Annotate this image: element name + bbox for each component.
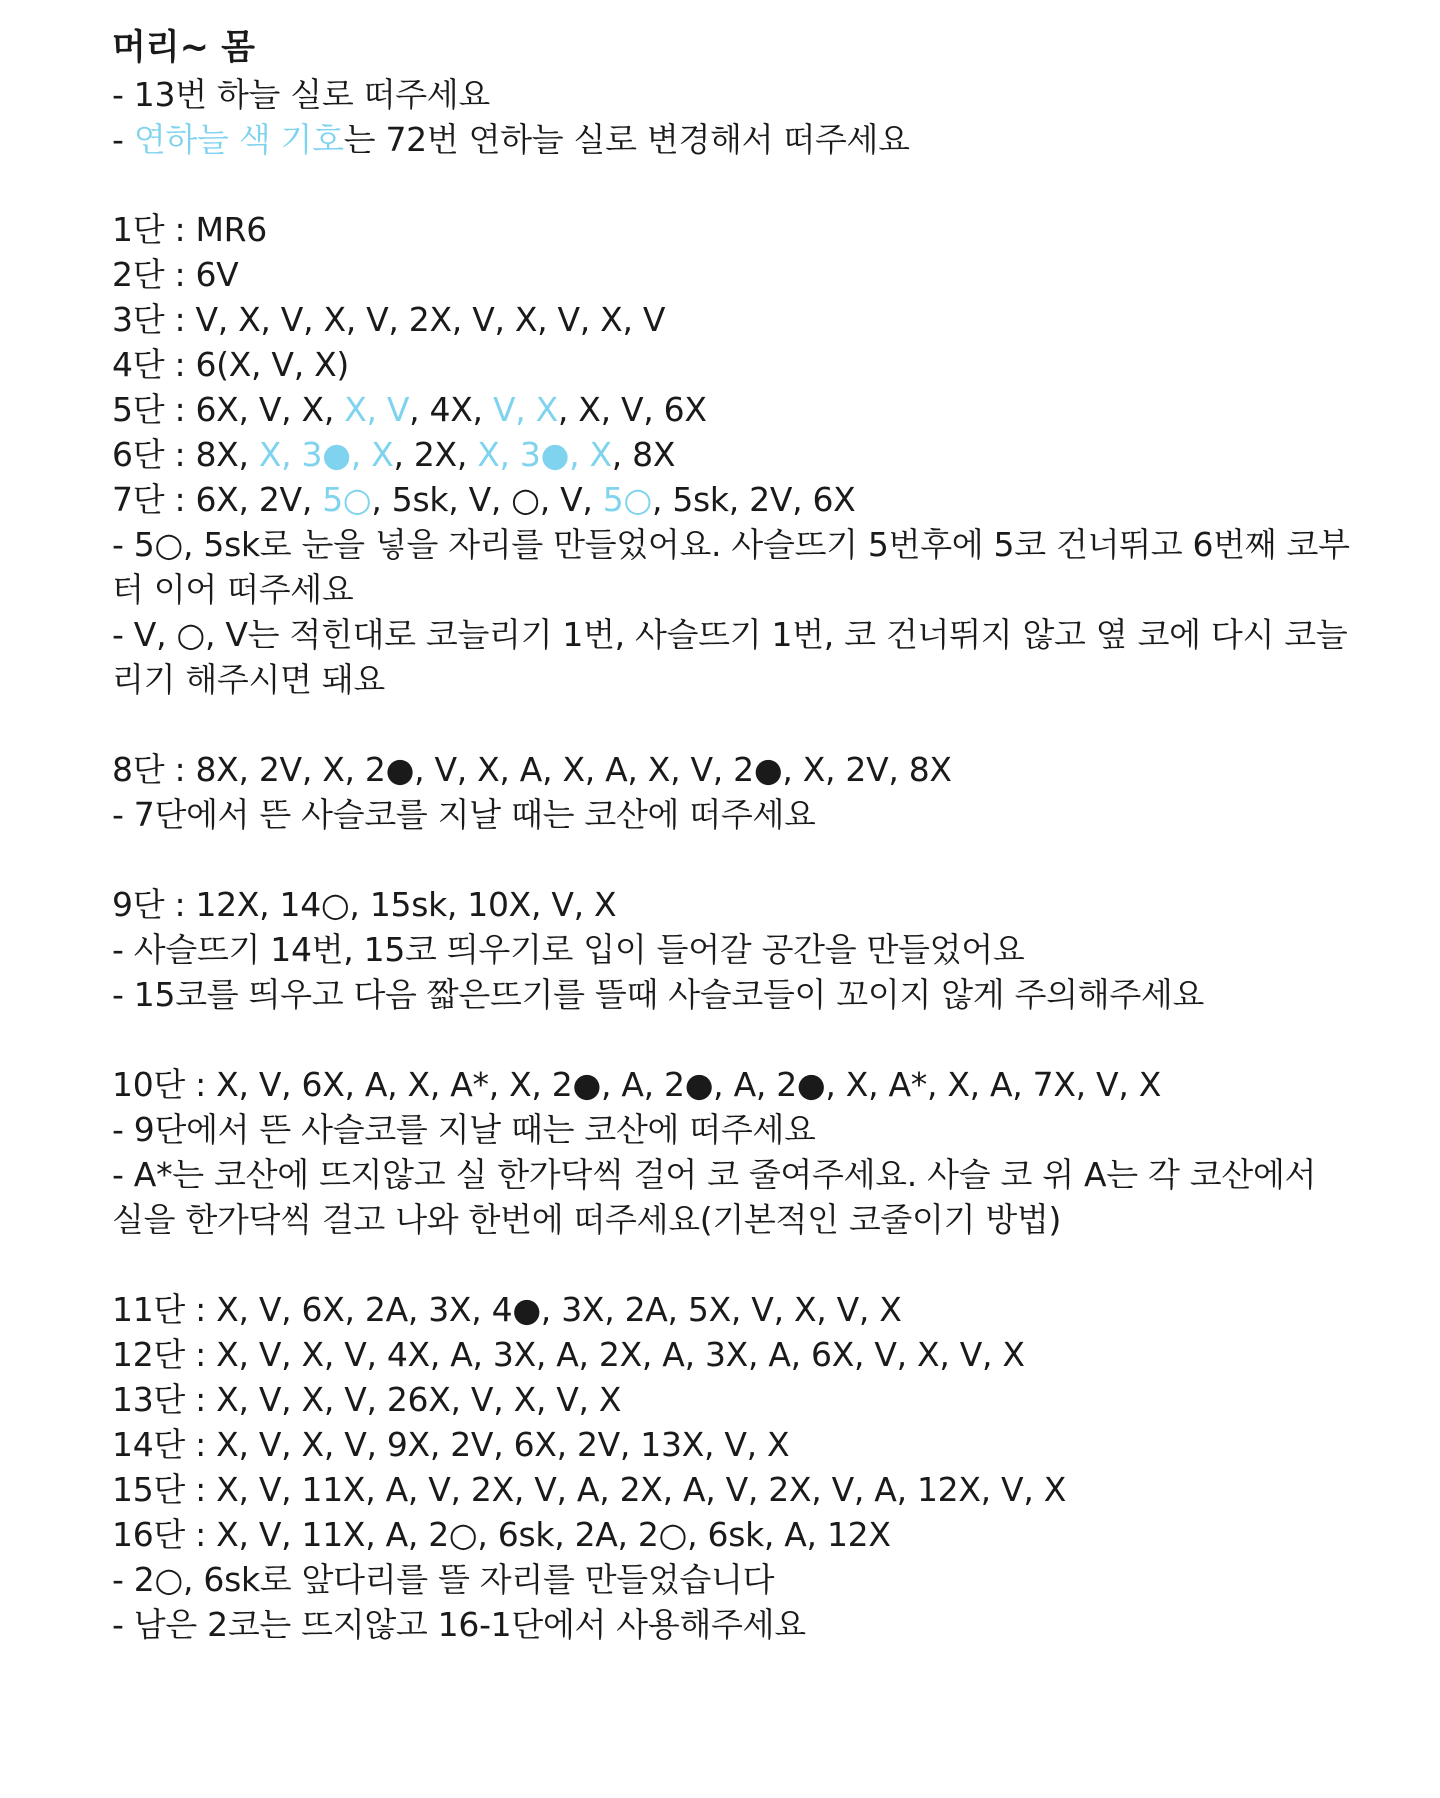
round-7-note: - 5○, 5sk로 눈을 넣을 자리를 만들었어요. 사슬뜨기 5번후에 5코 건너뛰고 6번째 코부 xyxy=(112,525,1350,564)
spacer xyxy=(112,162,1402,207)
round-7-part: 7단 : 6X, 2V, xyxy=(112,480,323,519)
round-5-part: , X, V, 6X xyxy=(557,390,707,429)
highlight-text: 연하늘 색 기호 xyxy=(133,120,344,159)
round-6-highlight: X, 3●, X xyxy=(258,435,394,474)
note-color-change xyxy=(112,117,1402,162)
round-16: 16단 : X, V, 11X, A, 2○, 6sk, 2A, 2○, 6sk, A, 12X xyxy=(112,1515,891,1554)
round-7-note: - V, ○, V는 적힌대로 코늘리기 1번, 사슬뜨기 1번, 코 건너뛰지 않고 옆 코에 다시 코늘 xyxy=(112,615,1348,654)
round-12: 12단 : X, V, X, V, 4X, A, 3X, A, 2X, A, 3X, A, 6X, V, X, V, X xyxy=(112,1335,1025,1374)
round-11: 11단 : X, V, 6X, 2A, 3X, 4●, 3X, 2A, 5X, V, X, V, X xyxy=(112,1290,902,1329)
round-7-part: , 5sk, 2V, 6X xyxy=(651,480,856,519)
spacer xyxy=(112,1242,1402,1287)
round-4: 4단 : 6(X, V, X) xyxy=(112,345,349,384)
round-6-part: , 2X, xyxy=(393,435,478,474)
round-5-highlight: X, V xyxy=(344,390,410,429)
round-7-note-cont: 리기 해주시면 돼요 xyxy=(112,660,386,699)
round-6 xyxy=(112,432,1402,477)
pattern-document xyxy=(112,24,1402,1647)
section-title: 머리~ 몸 xyxy=(112,28,255,68)
round-16-note: - 남은 2코는 뜨지않고 16-1단에서 사용해주세요 xyxy=(112,1605,806,1644)
round-9-note: - 15코를 띄우고 다음 짧은뜨기를 뜰때 사슬코들이 꼬이지 않게 주의해주세요 xyxy=(112,975,1205,1014)
round-16-note: - 2○, 6sk로 앞다리를 뜰 자리를 만들었습니다 xyxy=(112,1560,775,1599)
round-8-note: - 7단에서 뜬 사슬코를 지날 때는 코산에 떠주세요 xyxy=(112,795,816,834)
spacer xyxy=(112,702,1402,747)
round-9: 9단 : 12X, 14○, 15sk, 10X, V, X xyxy=(112,885,617,924)
round-7 xyxy=(112,477,1402,522)
round-10-note: - A*는 코산에 뜨지않고 실 한가닥씩 걸어 코 줄여주세요. 사슬 코 위 A는 각 코산에서 xyxy=(112,1155,1317,1194)
round-8: 8단 : 8X, 2V, X, 2●, V, X, A, X, A, X, V, 2●, X, 2V, 8X xyxy=(112,750,952,789)
round-5-part: , 4X, xyxy=(409,390,493,429)
round-5 xyxy=(112,387,1402,432)
spacer xyxy=(112,1017,1402,1062)
round-3: 3단 : V, X, V, X, V, 2X, V, X, V, X, V xyxy=(112,300,666,339)
round-9-note: - 사슬뜨기 14번, 15코 띄우기로 입이 들어갈 공간을 만들었어요 xyxy=(112,930,1025,969)
note-text: 는 72번 연하늘 실로 변경해서 떠주세요 xyxy=(343,120,910,159)
note-yarn: - 13번 하늘 실로 떠주세요 xyxy=(112,75,490,114)
round-6-part: , 8X xyxy=(611,435,676,474)
round-6-highlight: X, 3●, X xyxy=(477,435,612,474)
round-7-part: , 5sk, V, ○, V, xyxy=(371,480,603,519)
round-10: 10단 : X, V, 6X, A, X, A*, X, 2●, A, 2●, A, 2●, X, A*, X, A, 7X, V, X xyxy=(112,1065,1162,1104)
round-15: 15단 : X, V, 11X, A, V, 2X, V, A, 2X, A, V, 2X, V, A, 12X, V, X xyxy=(112,1470,1067,1509)
round-10-note-cont: 실을 한가닥씩 걸고 나와 한번에 떠주세요(기본적인 코줄이기 방법) xyxy=(112,1200,1062,1239)
spacer xyxy=(112,837,1402,882)
round-6-part: 6단 : 8X, xyxy=(112,435,259,474)
round-1: 1단 : MR6 xyxy=(112,210,267,249)
round-7-highlight: 5○ xyxy=(322,480,372,519)
note-prefix: - xyxy=(112,120,134,159)
round-7-highlight: 5○ xyxy=(602,480,652,519)
round-7-note-cont: 터 이어 떠주세요 xyxy=(112,570,354,609)
round-10-note: - 9단에서 뜬 사슬코를 지날 때는 코산에 떠주세요 xyxy=(112,1110,816,1149)
round-5-highlight: V, X xyxy=(492,390,558,429)
round-13: 13단 : X, V, X, V, 26X, V, X, V, X xyxy=(112,1380,622,1419)
round-14: 14단 : X, V, X, V, 9X, 2V, 6X, 2V, 13X, V, X xyxy=(112,1425,790,1464)
round-5-part: 5단 : 6X, V, X, xyxy=(112,390,345,429)
round-2: 2단 : 6V xyxy=(112,255,239,294)
